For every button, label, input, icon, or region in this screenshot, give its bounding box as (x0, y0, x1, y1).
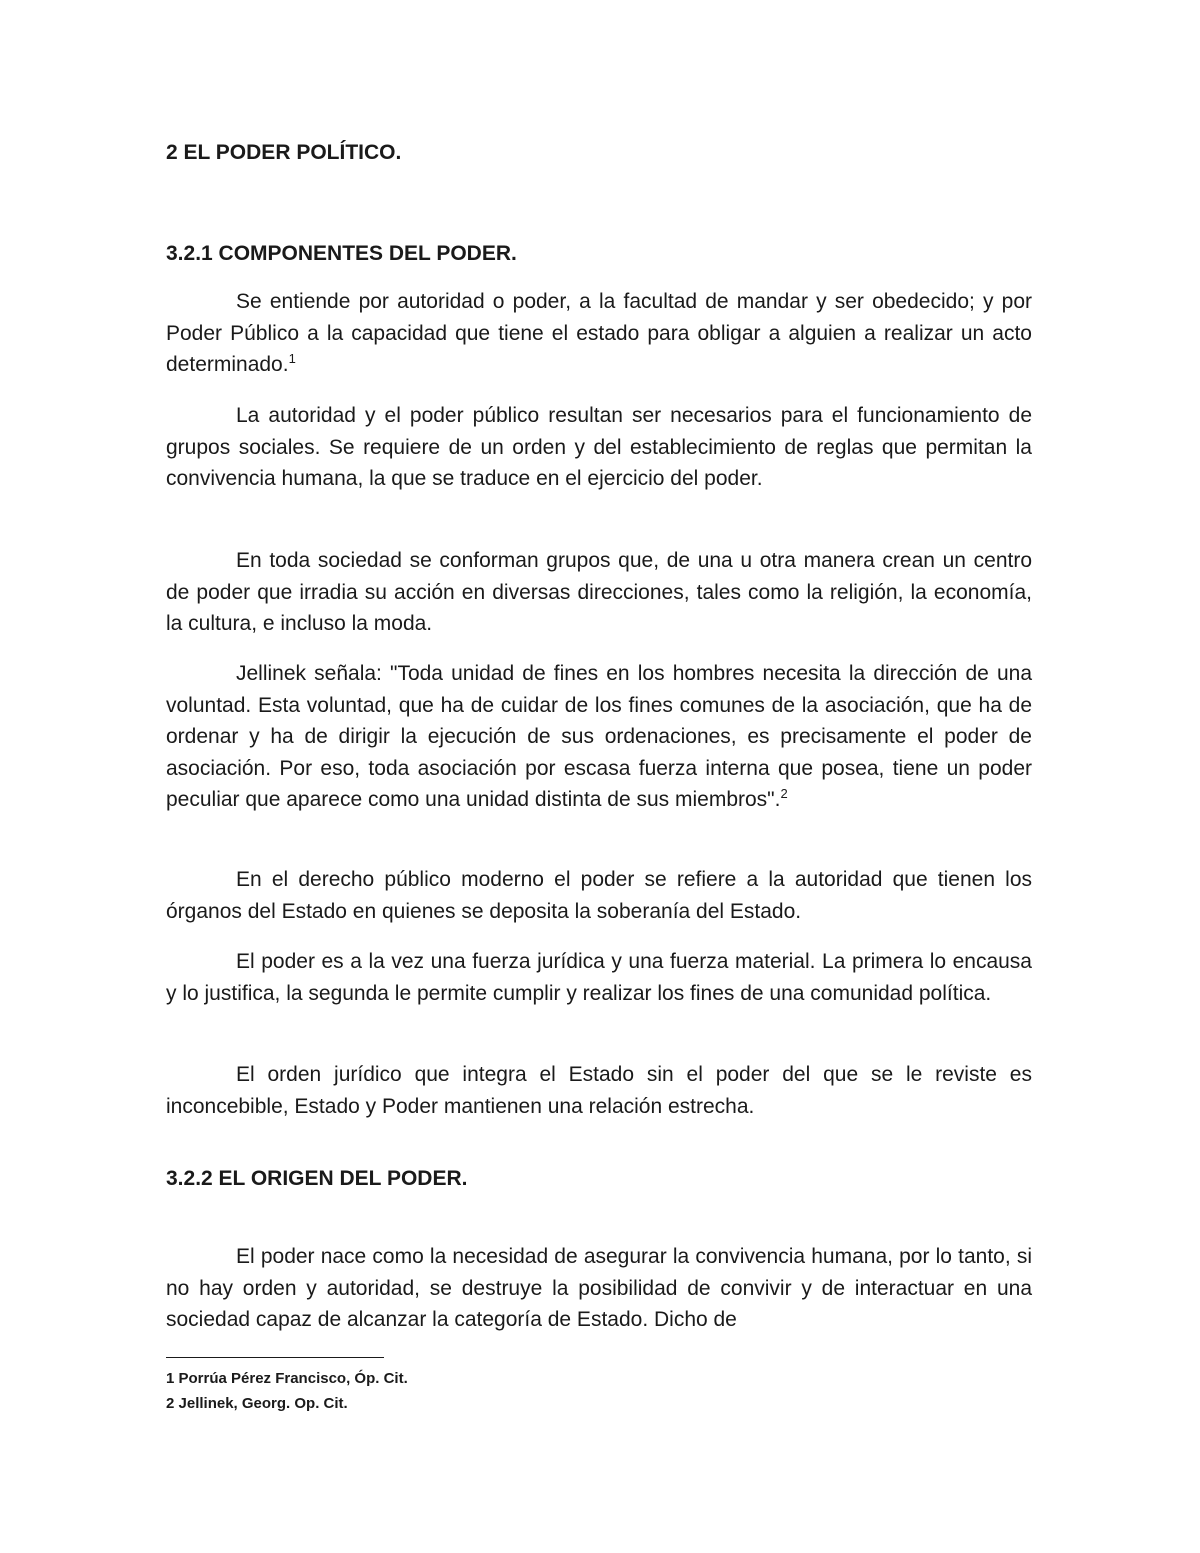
paragraph-text: Jellinek señala: "Toda unidad de fines en los hombres necesita la dirección de una voluntad. Esta voluntad, que ha de cuidar de los fines comunes de la asociación, que ha de ordenar y ha de dirigir la ejecución de sus ordenaciones, es precisamente el poder de asociación. Por eso, toda asociación por escasa fuerza interna que posea, tiene un poder peculiar que aparece como una unidad distinta de sus miembros". (166, 662, 1032, 811)
paragraph: El poder es a la vez una fuerza jurídica y una fuerza material. La primera lo encausa y lo justifica, la segunda le permite cumplir y realizar los fines de una comunidad política. (166, 950, 1032, 1005)
document-title: 2 EL PODER POLÍTICO. (166, 141, 402, 164)
paragraph: El poder nace como la necesidad de asegurar la convivencia humana, por lo tanto, si no hay orden y autoridad, se destruye la posibilidad de convivir y de interactuar en una sociedad capaz de alcanzar la categoría de Estado. Dicho de (166, 1245, 1032, 1331)
paragraph: En toda sociedad se conforman grupos que, de una u otra manera crean un centro de poder que irradia su acción en diversas direcciones, tales como la religión, la economía, la cultura, e incluso la moda. (166, 549, 1032, 635)
footnote-separator (166, 1357, 384, 1358)
section-heading-origen: 3.2.2 EL ORIGEN DEL PODER. (166, 1167, 468, 1190)
paragraph: El orden jurídico que integra el Estado sin el poder del que se le reviste es inconcebible, Estado y Poder mantienen una relación estrecha. (166, 1063, 1032, 1118)
paragraph-text: Se entiende por autoridad o poder, a la facultad de mandar y ser obedecido; y por Poder Público a la capacidad que tiene el estado para obligar a alguien a realizar un acto determinado. (166, 290, 1032, 376)
footnote-2: 2 Jellinek, Georg. Op. Cit. (166, 1395, 348, 1412)
section-heading-componentes: 3.2.1 COMPONENTES DEL PODER. (166, 242, 517, 265)
paragraph: En el derecho público moderno el poder se refiere a la autoridad que tienen los órganos del Estado en quienes se deposita la soberanía del Estado. (166, 868, 1032, 923)
paragraph: La autoridad y el poder público resultan ser necesarios para el funcionamiento de grupos sociales. Se requiere de un orden y del establecimiento de reglas que permitan la convivencia humana, la que se traduce en el ejercicio del poder. (166, 404, 1032, 490)
paragraph (166, 286, 1032, 381)
footnote-1: 1 Porrúa Pérez Francisco, Óp. Cit. (166, 1370, 408, 1387)
document-page (166, 0, 1032, 1553)
footnote-reference: 1 (288, 351, 296, 366)
paragraph-jellinek-quote (166, 658, 1032, 816)
footnote-reference: 2 (780, 786, 788, 801)
